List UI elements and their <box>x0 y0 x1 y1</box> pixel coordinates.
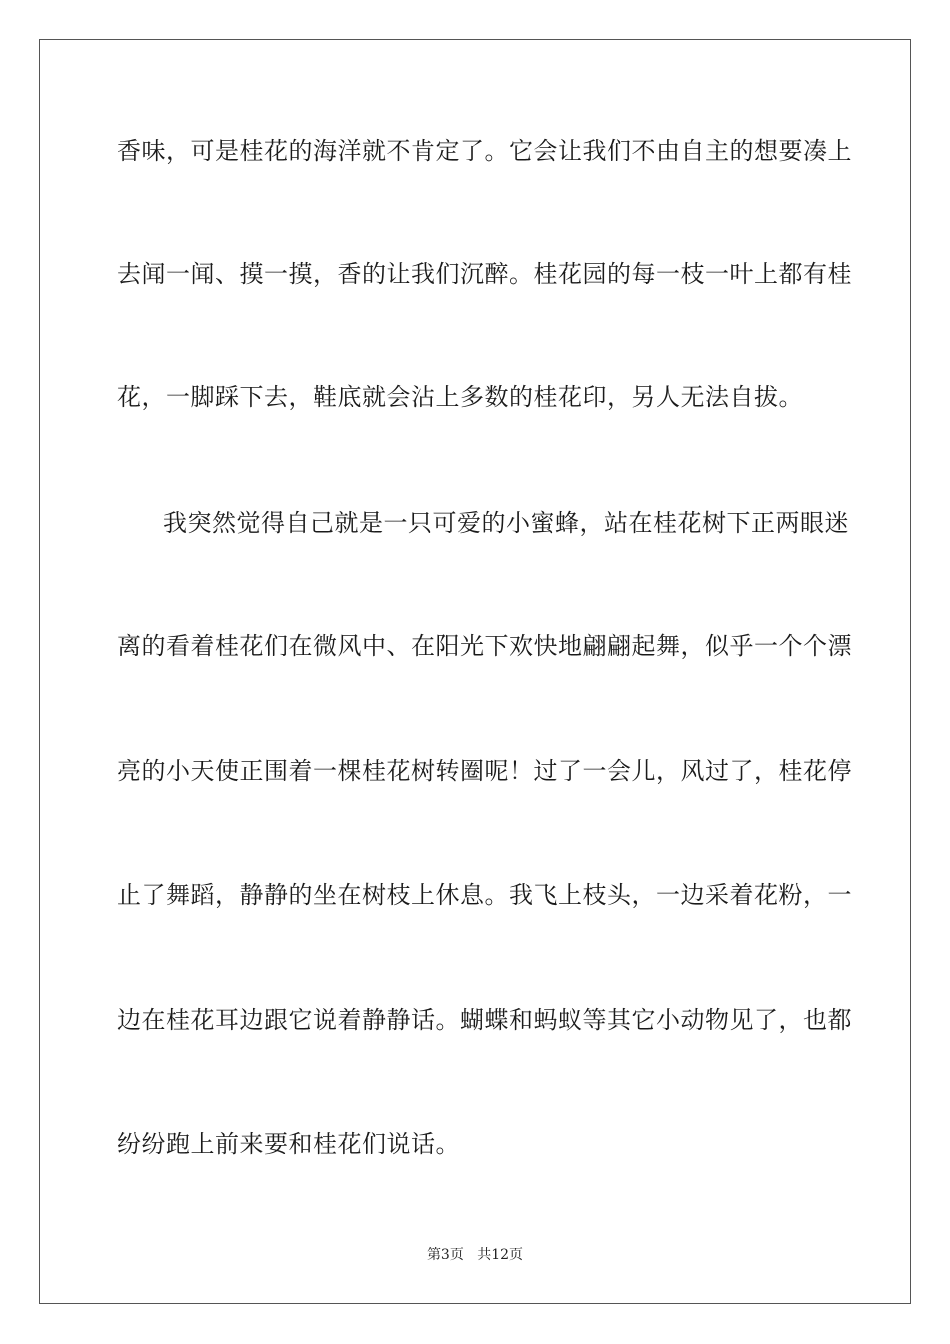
text-line-2: 去闻一闻、摸一摸，香的让我们沉醉。桂花园的每一枝一叶上都有桂 <box>117 260 852 288</box>
text-line-9: 纷纷跑上前来要和桂花们说话。 <box>117 1130 460 1158</box>
page-border <box>39 39 911 1304</box>
text-line-4: 我突然觉得自己就是一只可爱的小蜜蜂，站在桂花树下正两眼迷 <box>163 509 849 537</box>
text-line-8: 边在桂花耳边跟它说着静静话。蝴蝶和蚂蚁等其它小动物见了，也都 <box>117 1006 852 1034</box>
text-line-1: 香味，可是桂花的海洋就不肯定了。它会让我们不由自主的想要凑上 <box>117 137 852 165</box>
total-pages-label: 共12页 <box>477 1247 524 1263</box>
text-line-7: 止了舞蹈，静静的坐在树枝上休息。我飞上枝头，一边采着花粉，一 <box>117 881 852 909</box>
text-line-5: 离的看着桂花们在微风中、在阳光下欢快地翩翩起舞，似乎一个个漂 <box>117 632 852 660</box>
page-footer <box>0 1246 950 1264</box>
text-line-6: 亮的小天使正围着一棵桂花树转圈呢！过了一会儿，风过了，桂花停 <box>117 757 852 785</box>
current-page-label: 第3页 <box>426 1247 464 1263</box>
text-line-3: 花，一脚踩下去，鞋底就会沾上多数的桂花印，另人无法自拔。 <box>117 383 803 411</box>
